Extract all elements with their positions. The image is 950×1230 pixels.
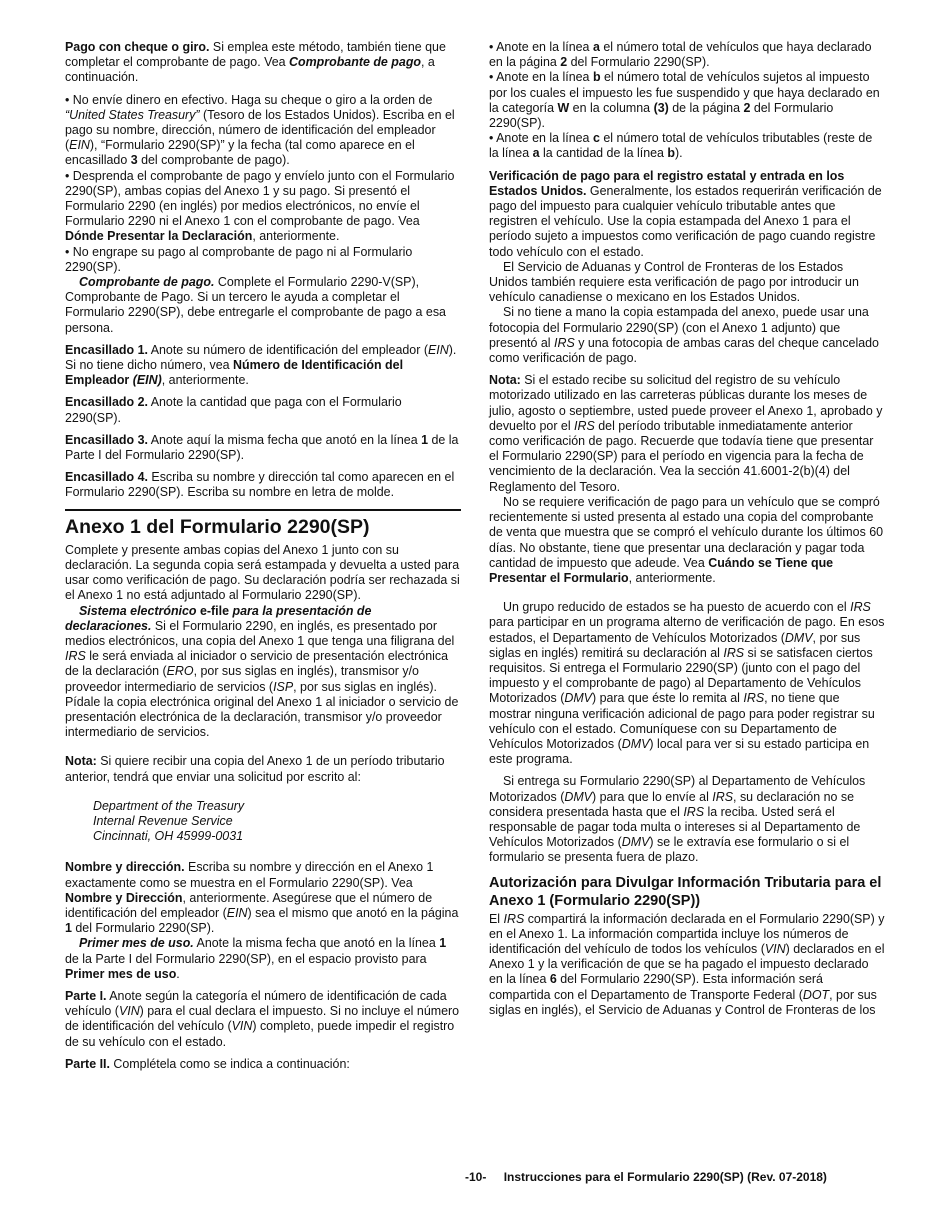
page-number: -10-	[465, 1170, 487, 1184]
bullet-no-engrape: • No engrape su pago al comprobante de pago ni al Formulario 2290(SP).	[65, 244, 413, 274]
irs-compartira-paragraph: El IRS compartirá la información declarada en el Formulario 2290(SP) y en el Anexo 1. La información compartida incluye los números de identificación del vehículo de todos los vehículos (VIN) declarados en el Anexo 1 y la verificación de que se ha pagado el impuesto declarado en la línea 6 del Formulario 2290(SP). Esta información será compartida con el Departamento de Transporte Federal (DOT, por sus siglas en inglés), el Servicio de Aduanas y Control de Fronteras de los	[489, 911, 885, 1017]
anexo-intro: Complete y presente ambas copias del Anexo 1 junto con su declaración. La segunda copia será estampada y devuelta a usted para usar como verificación de pago. Su declaración podría ser rechazada si el Anexo 1 no está adjuntado al Formulario 2290(SP).	[65, 542, 460, 603]
grupo-estados-paragraph: Un grupo reducido de estados se ha puesto de acuerdo con el IRS para participar en un programa alterno de verificación de pago. En esos estados, el Departamento de Vehículos Motorizados (DMV, por sus siglas en inglés) remitirá su declaración al IRS si se satisfacen ciertos requisitos. Si entrega el Formulario 2290(SP) (junto con el pago del impuesto y el comprobante de pago) al Departamento de Vehículos Motorizados (DMV) para que éste lo remita al IRS, no tiene que mostrar ninguna verificación adicional de pago para poder registrar su vehículo con el estado. Comuníquese con su Departamento de Vehículos Motorizados (DMV) local para ver si su estado participa en este programa.	[489, 600, 885, 767]
fotocopia-paragraph: Si no tiene a mano la copia estampada del anexo, puede usar una fotocopia del Formulario 2290(SP) (con el Anexo 1 adjunto) que presentó al IRS y una fotocopia de ambas caras del cheque cancelado como verificación de pago.	[489, 305, 879, 366]
parte-1-paragraph: Parte I. Anote según la categoría el número de identificación de cada vehículo (VIN) para el cual declara el impuesto. Si no incluye el número de identificación del vehículo (VIN) completo, puede impedir el registro de su vehículo con el estado.	[65, 988, 460, 1049]
nota-anexo-anterior: Nota: Si quiere recibir una copia del Anexo 1 de un período tributario anterior, tendrá que enviar una solicitud por escrito al:	[65, 754, 445, 784]
bullet-linea-c: • Anote en la línea c el número total de vehículos tributables (reste de la línea a la cantidad de la línea b).	[489, 131, 873, 161]
si-entrega-paragraph: Si entrega su Formulario 2290(SP) al Departamento de Vehículos Motorizados (DMV) para que lo envíe al IRS, su declaración no se considera presentada hasta que el IRS la reciba. Usted será el responsable de pagar toda multa o intereses si al Departamento de Vehículos Motorizados (DMV) se le extravía ese formulario o si el formulario se presenta fuera de plazo.	[489, 774, 866, 865]
footer-title: Instrucciones para el Formulario 2290(SP) (Rev. 07-2018)	[503, 1170, 827, 1184]
encasillado-1: Encasillado 1. Anote su número de identificación del empleador (EIN). Si no tiene dicho número, vea Número de Identificación del Empleador (EIN), anteriormente.	[65, 342, 457, 388]
pago-cheque-paragraph: Pago con cheque o giro. Si emplea este método, también tiene que completar el comprobante de pago. Vea Comprobante de pago, a continuación.	[65, 40, 446, 85]
irs-address: Department of the Treasury Internal Revenue Service Cincinnati, OH 45999-0031	[93, 798, 245, 844]
encasillado-2: Encasillado 2. Anote la cantidad que paga con el Formulario 2290(SP).	[65, 395, 402, 425]
primer-mes-paragraph: Primer mes de uso. Anote la misma fecha que anotó en la línea 1 de la Parte I del Formulario 2290(SP), en el espacio provisto para Primer mes de uso.	[65, 936, 447, 981]
bullet-no-efectivo: • No envíe dinero en efectivo. Haga su cheque o giro a la orden de “United States Treasury” (Tesoro de los Estados Unidos). Escriba en el pago su nombre, dirección, número de identificación del empleador (EIN), “Formulario 2290(SP)” y la fecha (tal como aparece en el encasillado 3 del comprobante de pago).	[65, 92, 455, 168]
encasillado-4: Encasillado 4. Escriba su nombre y dirección tal como aparecen en el Formulario 2290(SP). Escriba su nombre en letra de molde.	[65, 470, 455, 500]
comprobante-paragraph: Comprobante de pago. Complete el Formulario 2290-V(SP), Comprobante de Pago. Si un tercero le ayuda a completar el Formulario 2290(SP), debe entregarle el comprobante de pago a esa persona.	[65, 275, 446, 335]
page-footer	[465, 1170, 827, 1184]
nombre-direccion-paragraph: Nombre y dirección. Escriba su nombre y dirección en el Anexo 1 exactamente como se muestra en el Formulario 2290(SP). Vea Nombre y Dirección, anteriormente. Asegúrese que el número de identificación del empleador (EIN) sea el mismo que anotó en la página 1 del Formulario 2290(SP).	[65, 860, 459, 936]
bullet-linea-b: • Anote en la línea b el número total de vehículos sujetos al impuesto por los cuales el impuesto les fue suspendido y que haya declarado en la categoría W en la columna (3) de la página 2 del Formulario 2290(SP).	[489, 70, 880, 131]
aduanas-paragraph: El Servicio de Aduanas y Control de Fronteras de los Estados Unidos también requiere esta verificación de pago por introducir un vehículo canadiense o mexicano en los Estados Unidos.	[489, 259, 859, 305]
encasillado-3: Encasillado 3. Anote aquí la misma fecha que anotó en la línea 1 de la Parte I del Formulario 2290(SP).	[65, 432, 459, 463]
section-heading-autorizacion: Autorización para Divulgar Información Tributaria para el Anexo 1 (Formulario 2290(SP))	[489, 874, 882, 909]
nota-estado-paragraph: Nota: Si el estado recibe su solicitud del registro de su vehículo motorizado utilizado en las carreteras públicas durante los meses de julio, agosto o septiembre, usted puede proveer el Anexo 1, aprobado y devuelto por el IRS del período tributable inmediatamente anterior como verificación de pago. Recuerde que todavía tiene que presentar el Formulario 2290(SP) para el período en vigencia para la fecha de vencimiento de la declaración. Vea la sección 41.6001-2(b)(4) del Reglamento del Tesoro.	[489, 373, 883, 494]
bullet-desprenda: • Desprenda el comprobante de pago y envíelo junto con el Formulario 2290(SP), ambas copias del Anexo 1 y su pago. Si presentó el Formulario 2290 (en inglés) por medios electrónicos, no envíe el Formulario 2290 ni el Anexo 1 con el comprobante de pago. Vea Dónde Presentar la Declaración, anteriormente.	[65, 168, 455, 244]
efile-paragraph: Sistema electrónico e-file para la presentación de declaraciones. Si el Formulario 2290, en inglés, es presentado por medios electrónicos, una copia del Anexo 1 que tenga una filigrana del IRS le será enviada al iniciador o servicio de presentación electrónica de la declaración (ERO, por sus siglas en inglés), transmisor y/o proveedor intermediario de servicios (ISP, por sus siglas en inglés). Pídale la copia electrónica original del Anexo 1 al iniciador o servicio de presentación electrónica de la declaración, transmisor y/o proveedor intermediario de servicios.	[65, 603, 459, 740]
verificacion-pago-paragraph: Verificación de pago para el registro estatal y entrada en los Estados Unidos. Generalmente, los estados requerirán verificación de pago del impuesto para cualquier vehículo tributable antes que registren el vehículo. Use la copia estampada del Anexo 1 para el período sujeto a impuestos como verificación de pago cuando registre todo vehículo con el estado.	[489, 168, 882, 259]
parte-2-paragraph: Parte II. Complétela como se indica a continuación:	[65, 1056, 350, 1071]
left-column	[65, 40, 461, 1079]
section-heading-anexo-1: Anexo 1 del Formulario 2290(SP)	[65, 509, 461, 539]
bullet-linea-a: • Anote en la línea a el número total de vehículos que haya declarado en la página 2 del Formulario 2290(SP).	[489, 40, 872, 70]
no-se-requiere-paragraph: No se requiere verificación de pago para un vehículo que se compró recientemente si usted presenta al estado una copia del comprobante de venta que muestra que se compró el vehículo durante los últimos 60 días. No obstante, tiene que presentar una declaración y pagar toda cantidad de impuesto que adeude. Vea Cuándo se Tiene que Presentar el Formulario, anteriormente.	[489, 494, 884, 585]
right-column	[489, 40, 885, 1018]
